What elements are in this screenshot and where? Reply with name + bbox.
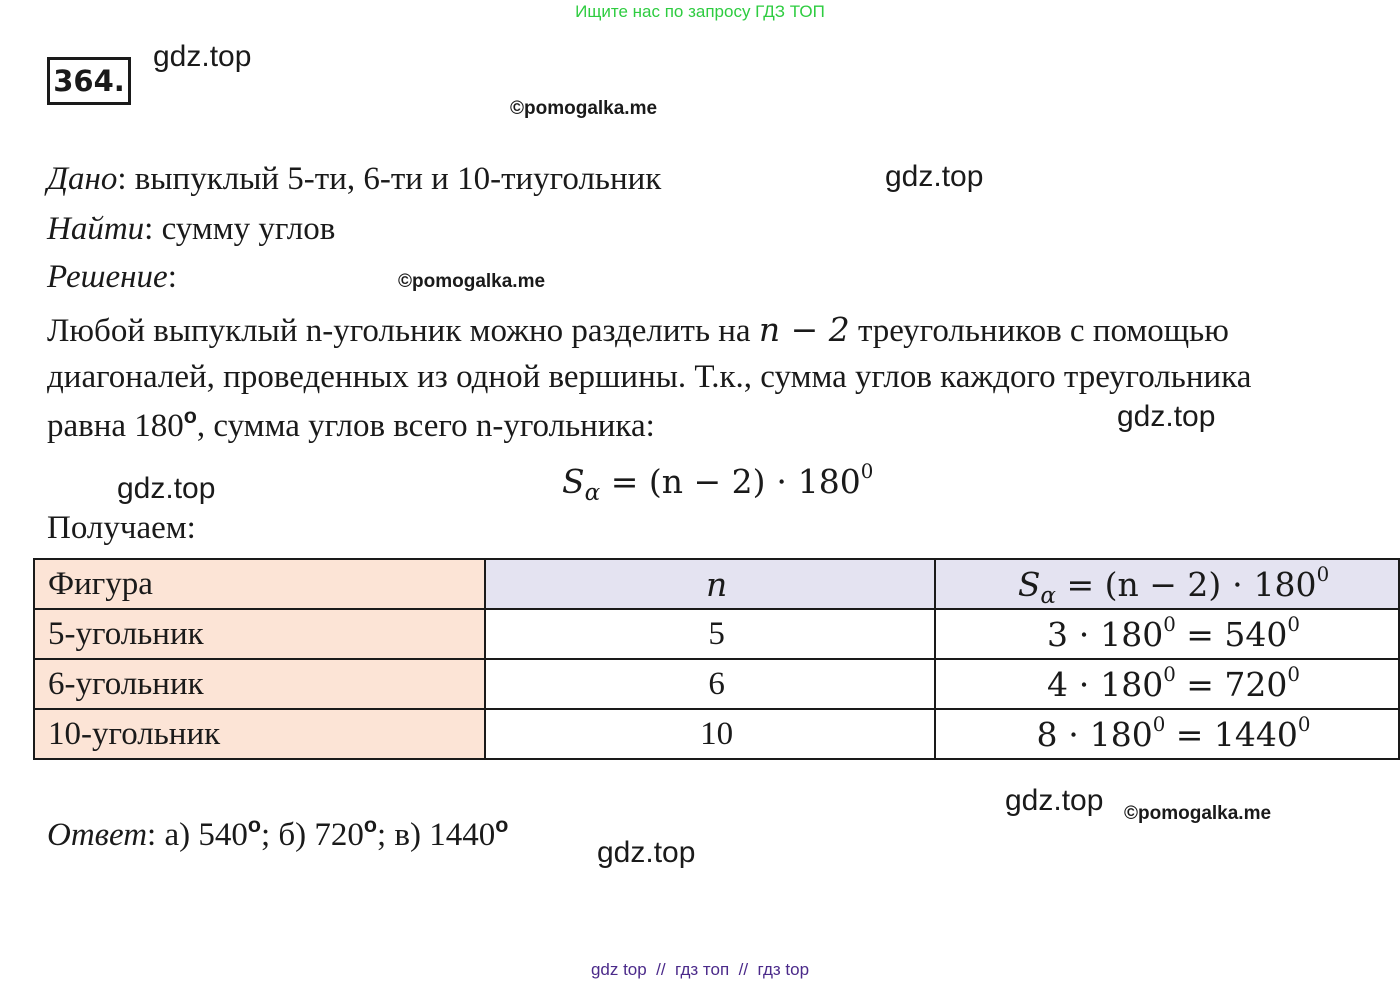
solution-line: [47, 259, 177, 296]
row-calc-exp: 0: [1287, 662, 1301, 686]
watermark-pomogalka: ©pomogalka.me: [398, 271, 546, 292]
row-calc: [935, 709, 1399, 759]
degree-sign: o: [183, 404, 197, 429]
row-calc-exp: 0: [1152, 712, 1166, 736]
formula-rhs: = (n − 2) ⋅ 180: [600, 462, 861, 501]
body-line-3-start: равна 180: [47, 408, 184, 444]
body-line-1-math: n − 2: [758, 310, 850, 349]
table-row: [34, 709, 1399, 759]
row-calc-exp: 0: [1297, 712, 1311, 736]
row-n: 5: [485, 609, 935, 659]
watermark-gdz: gdz.top: [1005, 784, 1104, 817]
row-calc: [935, 609, 1399, 659]
row-calc-b: = 1440: [1165, 714, 1298, 754]
header-n: n: [485, 559, 935, 609]
header-figure: Фигура: [34, 559, 485, 609]
solution-label: Решение: [47, 259, 168, 295]
table-row: [34, 659, 1399, 709]
degree-sign: o: [363, 813, 378, 838]
body-line-1-start: Любой выпуклый n-угольник можно разделить на: [47, 313, 759, 349]
body-line-3: [47, 404, 655, 445]
body-line-1: [47, 310, 1229, 350]
watermark-gdz: gdz.top: [153, 40, 252, 73]
answer-line: [47, 813, 509, 854]
body-line-2: диагоналей, проведенных из одной вершины. Т.к., сумма углов каждого треугольника: [47, 359, 1252, 395]
given-line: [47, 161, 661, 198]
answer-part-c: ; в) 1440: [377, 817, 496, 853]
row-calc-b: = 720: [1175, 664, 1288, 704]
footer-links: gdz top // гдз топ // гдз top: [590, 960, 810, 979]
row-n: 6: [485, 659, 935, 709]
row-calc-a: 3 ⋅ 180: [1046, 614, 1164, 654]
row-calc-exp: 0: [1163, 612, 1176, 636]
we-get-label: Получаем:: [47, 510, 196, 546]
results-table: [33, 558, 1400, 760]
row-figure: 5-угольник: [34, 609, 485, 659]
row-figure: 10-угольник: [34, 709, 485, 759]
row-figure: 6-угольник: [34, 659, 485, 709]
header-formula-alpha: α: [1040, 582, 1057, 609]
find-text: : сумму углов: [144, 211, 336, 247]
degree-sign: o: [495, 813, 509, 838]
formula-exp: 0: [860, 460, 874, 484]
find-label: Найти: [47, 211, 145, 247]
answer-part-b: ; б) 720: [260, 817, 364, 853]
formula-alpha: α: [584, 479, 601, 506]
answer-label: Ответ: [47, 817, 148, 853]
answer-part-a: : а) 540: [147, 817, 248, 853]
row-calc-a: 8 ⋅ 180: [1036, 714, 1153, 754]
watermark-pomogalka: ©pomogalka.me: [1124, 803, 1272, 824]
table-header-row: [34, 559, 1399, 609]
table-row: [34, 609, 1399, 659]
header-formula-rhs: = (n − 2) ⋅ 180: [1056, 564, 1317, 604]
watermark-gdz: gdz.top: [597, 836, 696, 869]
task-number: 364.: [47, 57, 131, 105]
search-banner: Ищите нас по запросу ГДЗ ТОП: [575, 2, 825, 21]
row-calc-exp: 0: [1287, 612, 1301, 636]
row-calc-exp: 0: [1163, 662, 1176, 686]
watermark-gdz: gdz.top: [117, 472, 216, 505]
given-text: : выпуклый 5-ти, 6-ти и 10-тиугольник: [117, 161, 662, 197]
body-line-3-end: , сумма углов всего n-угольника:: [196, 408, 655, 444]
row-calc-b: = 540: [1175, 614, 1288, 654]
header-formula-s: S: [1017, 564, 1041, 604]
watermark-gdz: gdz.top: [1117, 400, 1216, 433]
row-n: 10: [485, 709, 935, 759]
row-calc-a: 4 ⋅ 180: [1046, 664, 1164, 704]
formula-s: S: [562, 462, 585, 501]
header-formula: [935, 559, 1399, 609]
angle-sum-formula: [562, 460, 874, 506]
find-line: [47, 211, 335, 248]
body-line-1-end: треугольников с помощью: [849, 313, 1229, 349]
row-calc: [935, 659, 1399, 709]
given-label: Дано: [47, 161, 118, 197]
watermark-pomogalka: ©pomogalka.me: [510, 98, 658, 119]
watermark-gdz: gdz.top: [885, 160, 984, 193]
solution-colon: :: [167, 259, 177, 295]
header-formula-exp: 0: [1316, 562, 1330, 586]
degree-sign: o: [247, 813, 261, 838]
